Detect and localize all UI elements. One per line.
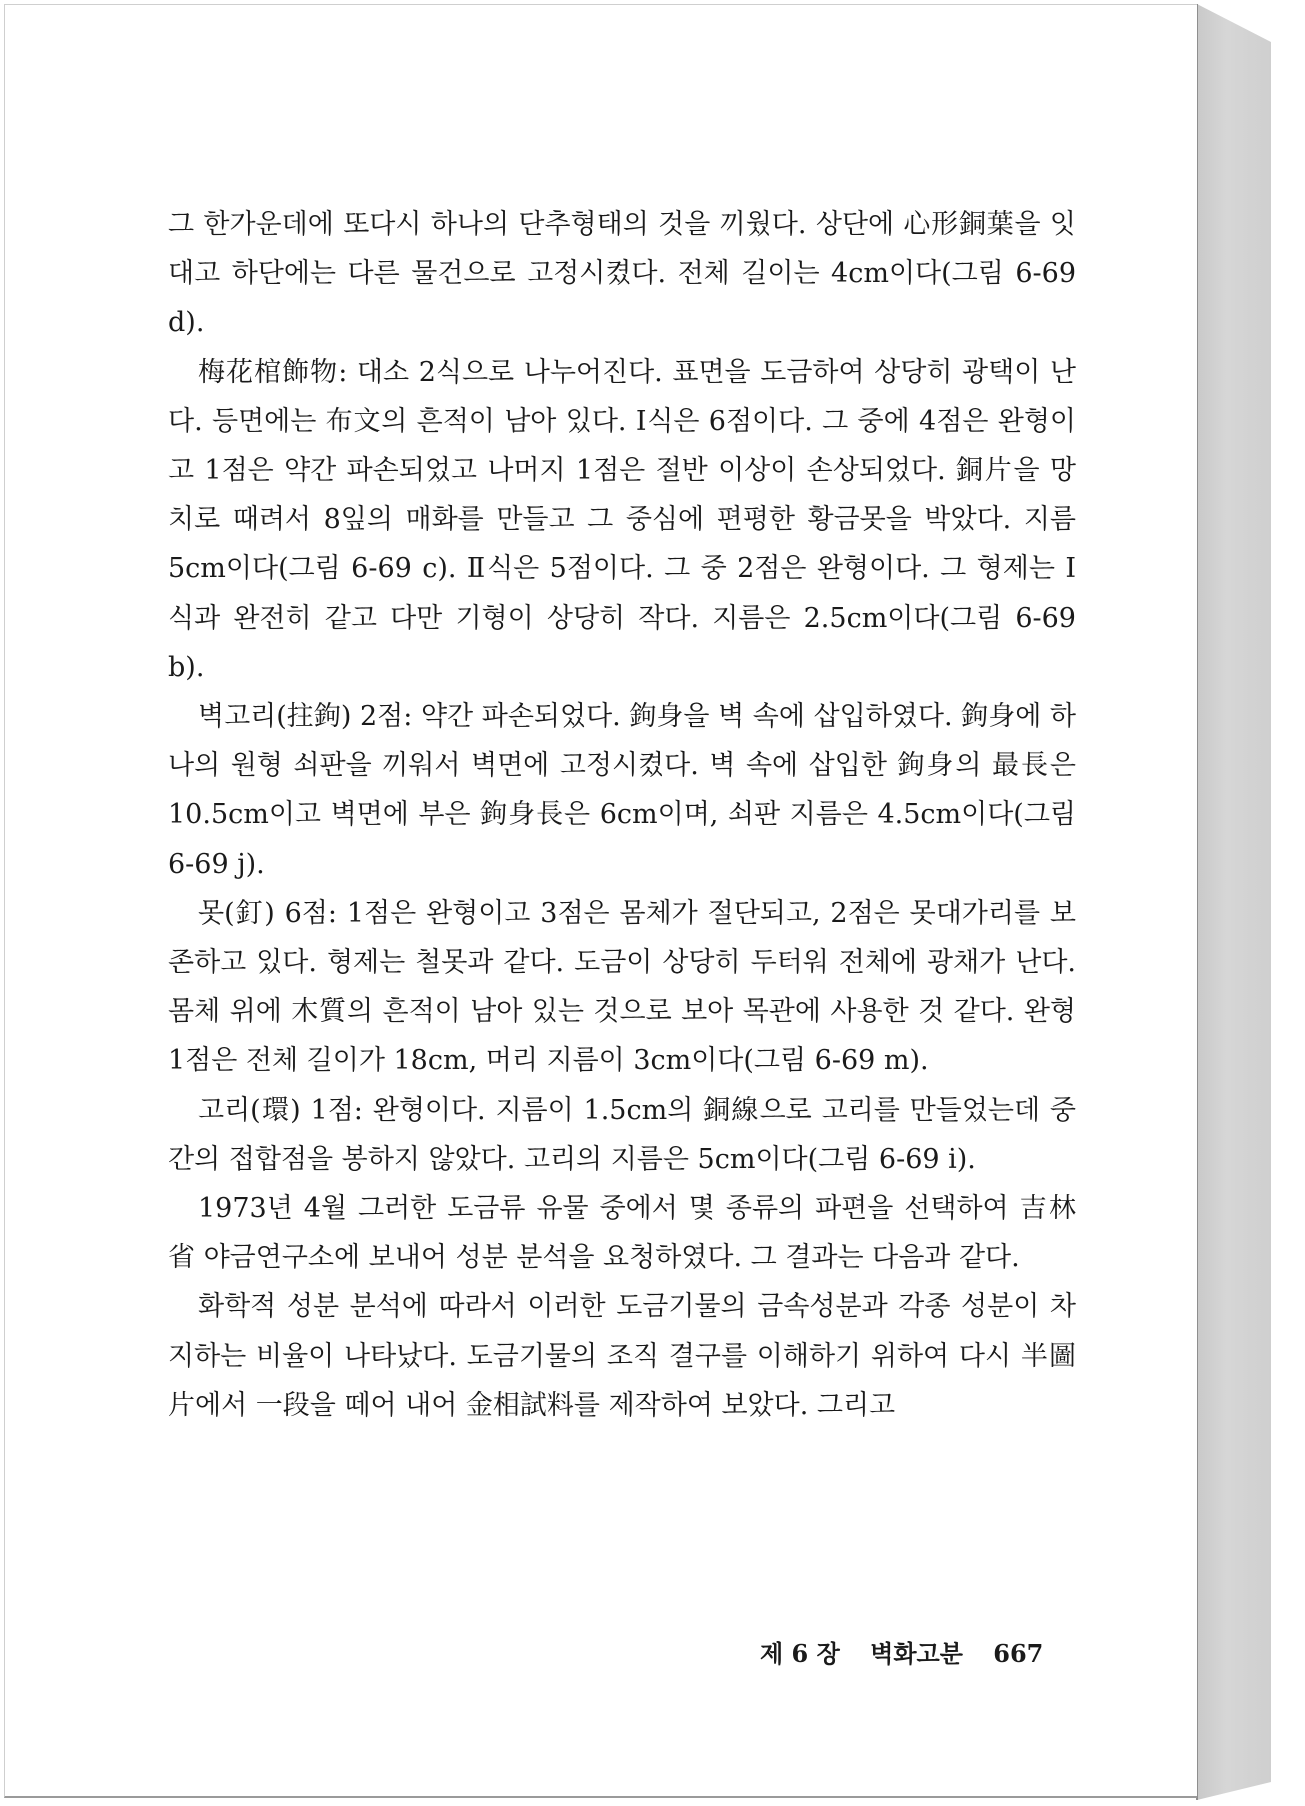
footer-chapter-title: 벽화고분 xyxy=(870,1639,963,1668)
book-page-edges xyxy=(1197,4,1271,1800)
paragraph-continuation: 그 한가운데에 또다시 하나의 단추형태의 것을 끼웠다. 상단에 心形銅葉을 잇대고 하단에는 다른 물건으로 고정시켰다. 전체 길이는 4cm이다(그림 6-69 d). xyxy=(168,209,1076,339)
paragraph-ring: 고리(環) 1점: 완형이다. 지름이 1.5cm의 銅線으로 고리를 만들었는데 중간의 접합점을 봉하지 않았다. 고리의 지름은 5cm이다(그림 6-69 i). xyxy=(168,1094,1076,1175)
footer-chapter: 제 6 장 xyxy=(760,1639,840,1668)
page-body xyxy=(168,200,1076,1430)
paragraph-chemical-analysis: 화학적 성분 분석에 따라서 이러한 도금기물의 금속성분과 각종 성분이 차지하는 비율이 나타났다. 도금기물의 조직 결구를 이해하기 위하여 다시 半圖片에서 一段을 떼어 내어 金相試料를 제작하여 보았다. 그리고 xyxy=(168,1291,1076,1421)
paragraph-nail: 못(釘) 6점: 1점은 완형이고 3점은 몸체가 절단되고, 2점은 못대가리를 보존하고 있다. 형제는 철못과 같다. 도금이 상당히 두터워 전체에 광채가 난다. 몸체 위에 木質의 흔적이 남아 있는 것으로 보아 목관에 사용한 것 같다. 완형 1점은 전체 길이가 18cm, 머리 지름이 3cm이다(그림 6-69 m). xyxy=(168,897,1076,1077)
running-footer xyxy=(760,1634,1090,1669)
page-number: 667 xyxy=(993,1639,1044,1668)
paragraph-analysis-request: 1973년 4월 그러한 도금류 유물 중에서 몇 종류의 파편을 선택하여 吉林省 야금연구소에 보내어 성분 분석을 요청하였다. 그 결과는 다음과 같다. xyxy=(168,1193,1076,1274)
paragraph-meihua-coffin-ornament: 梅花棺飾物: 대소 2식으로 나누어진다. 표면을 도금하여 상당히 광택이 난다. 등면에는 布文의 흔적이 남아 있다. Ⅰ식은 6점이다. 그 중에 4점은 완형이고 1점은 약간 파손되었고 나머지 1점은 절반 이상이 손상되었다. 銅片을 망치로 때려서 8잎의 매화를 만들고 그 중심에 편평한 황금못을 박았다. 지름 5cm이다(그림 6-69 c). Ⅱ식은 5점이다. 그 중 2점은 완형이다. 그 형제는 Ⅰ식과 완전히 같고 다만 기형이 상당히 작다. 지름은 2.5cm이다(그림 6-69 b). xyxy=(168,356,1076,683)
paragraph-wall-hook: 벽고리(拄鉤) 2점: 약간 파손되었다. 鉤身을 벽 속에 삽입하였다. 鉤身에 하나의 원형 쇠판을 끼워서 벽면에 고정시켰다. 벽 속에 삽입한 鉤身의 最長은 10.5cm이고 벽면에 부은 鉤身長은 6cm이며, 쇠판 지름은 4.5cm이다(그림 6-69 j). xyxy=(168,701,1076,880)
